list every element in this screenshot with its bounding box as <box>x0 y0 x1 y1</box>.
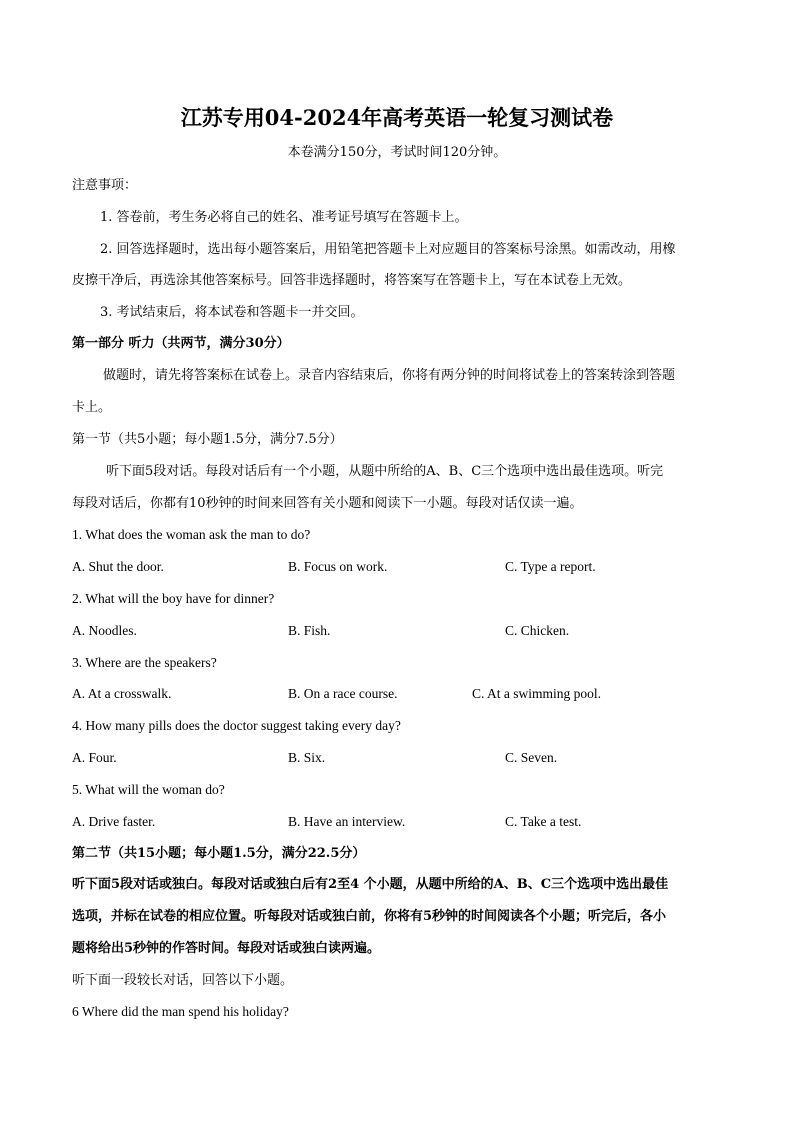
question-6: 6 Where did the man spend his holiday? <box>72 1004 289 1019</box>
section1-intro-line-1: 听下面5段对话。每段对话后有一个小题，从题中所给的A、B、C三个选项中选出最佳选项。听完 <box>106 464 664 479</box>
part1-heading: 第一部分 听力（共两节，满分30分） <box>72 336 290 351</box>
page-title: 江苏专用04-2024年高考英语一轮复习测试卷 <box>180 105 614 130</box>
question-3: 3. Where are the speakers? <box>72 655 217 670</box>
part1-intro-line-2: 卡上。 <box>72 400 112 415</box>
question-2-option-c: C. Chicken. <box>505 623 570 638</box>
question-1: 1. What does the woman ask the man to do? <box>72 527 311 542</box>
question-5: 5. What will the woman do? <box>72 782 225 797</box>
notice-item-1: 1. 答卷前，考生务必将自己的姓名、准考证号填写在答题卡上。 <box>100 210 468 225</box>
question-3-option-b: B. On a race course. <box>288 686 398 701</box>
part1-intro-line-1: 做题时，请先将答案标在试卷上。录音内容结束后，你将有两分钟的时间将试卷上的答案转涂到答题 <box>103 368 676 383</box>
question-2: 2. What will the boy have for dinner? <box>72 591 275 606</box>
question-3-option-a: A. At a crosswalk. <box>72 686 172 701</box>
section1-heading: 第一节（共5小题；每小题1.5分，满分7.5分） <box>72 432 343 447</box>
question-1-option-b: B. Focus on work. <box>288 559 388 574</box>
question-4-option-c: C. Seven. <box>505 750 558 765</box>
question-3-option-c: C. At a swimming pool. <box>472 686 602 701</box>
notice-item-2-line-2: 皮擦干净后，再选涂其他答案标号。回答非选择题时，将答案写在答题卡上，写在本试卷上无效。 <box>72 273 632 288</box>
question-4: 4. How many pills does the doctor suggest taking every day? <box>72 718 401 733</box>
question-5-option-b: B. Have an interview. <box>288 814 406 829</box>
question-4-option-a: A. Four. <box>72 750 117 765</box>
question-5-option-c: C. Take a test. <box>505 814 582 829</box>
page-subtitle: 本卷满分150分，考试时间120分钟。 <box>287 145 507 160</box>
question-1-option-a: A. Shut the door. <box>72 559 164 574</box>
notice-heading: 注意事项： <box>72 178 138 193</box>
section2-intro-line-1: 听下面5段对话或独白。每段对话或独白后有2至4 个小题，从题中所给的A、B、C三个选项中选出最佳 <box>72 877 669 892</box>
section2-intro-line-2: 选项，并标在试卷的相应位置。听每段对话或独白前，你将有5秒钟的时间阅读各个小题；听完后，各小 <box>72 909 667 924</box>
section2-intro-line-3: 题将给出5秒钟的作答时间。每段对话或独白读两遍。 <box>72 941 381 956</box>
notice-item-3: 3. 考试结束后，将本试卷和答题卡一并交回。 <box>100 305 364 320</box>
question-2-option-a: A. Noodles. <box>72 623 137 638</box>
question-5-option-a: A. Drive faster. <box>72 814 156 829</box>
notice-item-2-line-1: 2. 回答选择题时，选出每小题答案后，用铅笔把答题卡上对应题目的答案标号涂黑。如需改动，用橡 <box>100 242 676 257</box>
section2-heading: 第二节（共15小题；每小题1.5分，满分22.5分） <box>72 846 366 861</box>
question-2-option-b: B. Fish. <box>288 623 331 638</box>
question-1-option-c: C. Type a report. <box>505 559 596 574</box>
section1-intro-line-2: 每段对话后，你都有10秒钟的时间来回答有关小题和阅读下一小题。每段对话仅读一遍。 <box>72 496 583 511</box>
section2-lead: 听下面一段较长对话，回答以下小题。 <box>72 973 294 988</box>
question-4-option-b: B. Six. <box>288 750 326 765</box>
